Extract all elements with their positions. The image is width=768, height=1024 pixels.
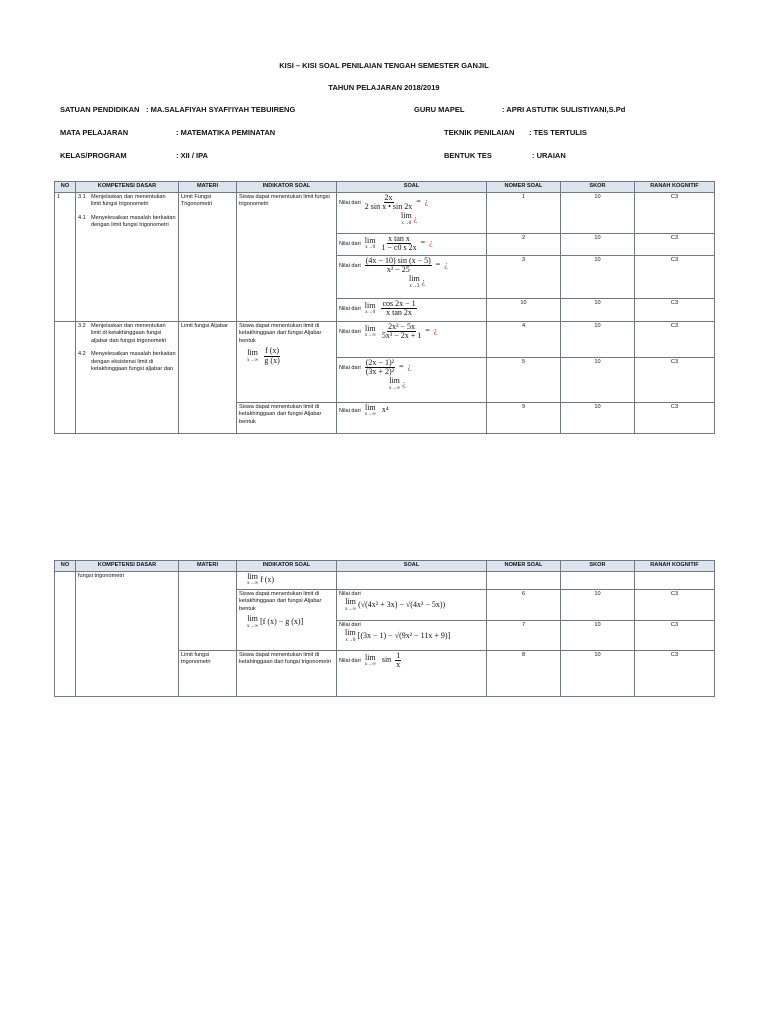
cell-kompetensi-cont: fungsi trigonometri — [76, 571, 179, 696]
kd-number: 4.1 — [78, 214, 86, 221]
cell-indikator: Siswa dapat menentukan limit di ketahinggaan dari fungsi trigonometri — [237, 650, 337, 696]
kd-number: 3.2 — [78, 322, 86, 329]
cell-indikator-2: Siswa dapat menentukan limit di ketakhinggaan dari fungsi Aljabar bentuk lim x→∞ $\frac{f (x)}{g (x)}$ — [237, 321, 337, 402]
limit-notation: lim x→0 — [364, 235, 376, 251]
header-ranah: RANAH KOGNITIF — [635, 182, 715, 193]
header-materi: MATERI — [179, 561, 237, 572]
teknik-label: TEKNIK PENILAIAN — [444, 128, 515, 137]
cell-ranah: C3 — [635, 589, 715, 620]
header-ranah: RANAH KOGNITIF — [635, 561, 715, 572]
table-row — [55, 321, 715, 357]
cell-nomer: 5 — [487, 357, 561, 402]
kd-number: 3.1 — [78, 193, 86, 200]
fraction: $\frac{\cos 2x - 1}{\text{x tan 2x}}$ — [382, 298, 416, 318]
kisi-table-2 — [54, 560, 715, 697]
nilai-label: Nilai dari — [339, 199, 361, 206]
header-nomer: NOMER SOAL — [487, 182, 561, 193]
limit-notation: lim x→∞ — [345, 597, 357, 612]
header-no: NO — [55, 182, 76, 193]
cell-materi-1: Limit Fungsi Trigonometri — [179, 192, 237, 321]
cell-no — [55, 321, 76, 433]
cell-no: 1 — [55, 192, 76, 321]
kd-text: Menyelesaikan masalah berkaitan dengan eksistensi limit di ketakhinggaan fungsi aljabar dan — [91, 351, 176, 373]
table-row — [55, 571, 715, 589]
cell-ranah: C3 — [635, 402, 715, 433]
header-no: NO — [55, 561, 76, 572]
cell-indikator-3: Siswa dapat menentukan limit di ketakhinggaan dari fungsi Aljabar bentuk — [237, 402, 337, 433]
kelas-value: : XII / IPA — [176, 151, 208, 160]
cell-soal: Nilai dari lim x→∞ $\frac{\text{2x² − 5x}}{\text{5x³ − 2x + 1}}$ = ¿ — [337, 321, 487, 357]
cell-nomer: 9 — [487, 402, 561, 433]
cell-soal: Nilai dari lim x→0 [(3x − 1) − √(9x² − 11x + 9)] — [337, 620, 487, 650]
cell-skor: 10 — [561, 233, 635, 255]
academic-year: TAHUN PELAJARAN 2018/2019 — [328, 83, 440, 92]
cell-ranah: C3 — [635, 650, 715, 696]
cell-soal: Nilai dari $\frac{\text{(2x − 1)²}}{\text{(3x + 2)²}}$ = ¿ lim x→∞ ¿ — [337, 357, 487, 402]
cell-skor: 10 — [561, 298, 635, 321]
cell-indikator: Siswa dapat menentukan limit di ketakhinggaan dari fungsi Aljabar bentuk lim x→∞ [f (x) − g (x)] — [237, 589, 337, 650]
kd-text: Menjelaskan dan menentukan limit fungsi trigonometri — [91, 193, 166, 208]
cell-ranah: C3 — [635, 233, 715, 255]
cell-nomer: 2 — [487, 233, 561, 255]
limit-notation: lim x→∞ — [247, 348, 259, 364]
limit-notation: lim x→∞ — [364, 652, 376, 668]
table-row — [55, 192, 715, 233]
kd-text: Menyelesaikan masalah berkaitan dengan limit fungsi trigonometri — [91, 214, 176, 229]
cell-kompetensi-1 — [76, 192, 179, 321]
cell-soal: Nilai dari lim x→∞ (√(4x² + 3x) − √(4x² − 5x)) — [337, 589, 487, 620]
table-header-row — [55, 561, 715, 572]
mapel-label: MATA PELAJARAN — [60, 128, 129, 137]
limit-notation: lim x→∞ — [389, 376, 401, 391]
cell-nomer: 6 — [487, 589, 561, 620]
cell-nomer: 10 — [487, 298, 561, 321]
cell-indikator: lim x→∞ f (x) — [237, 571, 337, 589]
cell-skor: 10 — [561, 620, 635, 650]
limit-notation: lim x→3 — [409, 274, 420, 289]
limit-notation: lim x→∞ — [247, 614, 259, 629]
mapel-value: : MATEMATIKA PEMINATAN — [176, 128, 276, 137]
kisi-table-1 — [54, 181, 715, 434]
guru-value: : APRI ASTUTIK SULISTIYANI,S.Pd — [502, 105, 626, 114]
cell-skor — [561, 571, 635, 589]
cell-skor: 10 — [561, 192, 635, 233]
cell-soal: Nilai dari lim x→0 $\frac{\text{x tan x}}{1 - c0 s 2x}$ = ¿ — [337, 233, 487, 255]
limit-notation: lim x→0 — [401, 211, 412, 226]
limit-notation: lim x→∞ — [247, 571, 259, 587]
cell-soal: Nilai dari $\frac{2x}{\text{2 sin x • sin 2x}}$ = ¿ lim x→0 ¿ — [337, 192, 487, 233]
limit-notation: lim x→∞ — [364, 402, 376, 418]
cell-skor: 10 — [561, 357, 635, 402]
cell-nomer — [487, 571, 561, 589]
cell-skor: 10 — [561, 650, 635, 696]
cell-nomer: 4 — [487, 321, 561, 357]
header-nomer: NOMER SOAL — [487, 561, 561, 572]
fraction: $\frac{\text{x tan x}}{1 - c0 s 2x}$ — [381, 233, 417, 253]
fraction: $\frac{f (x)}{g (x)}$ — [264, 346, 280, 365]
cell-ranah: C3 — [635, 321, 715, 357]
fraction: $\frac{(4x - 10) \sin (x - 5)}{\text{x² − 25}}$ — [365, 255, 431, 275]
limit-notation: lim x→0 — [364, 300, 376, 316]
fraction: $\frac{2x}{\text{2 sin x • sin 2x}}$ — [364, 192, 413, 212]
fraction: $\frac{\text{2x² − 5x}}{\text{5x³ − 2x + 1}}$ — [381, 321, 422, 341]
kd-number: 4.2 — [78, 351, 86, 358]
cell-materi: Limit fungsi trigonometri — [179, 650, 237, 696]
cell-nomer: 8 — [487, 650, 561, 696]
header-skor: SKOR — [561, 561, 635, 572]
header-soal: SOAL — [337, 182, 487, 193]
cell-skor: 10 — [561, 402, 635, 433]
cell-ranah: C3 — [635, 620, 715, 650]
cell-soal: Nilai dari lim x→0 $\frac{\cos 2x - 1}{\text{x tan 2x}}$ — [337, 298, 487, 321]
bentuk-value: : URAIAN — [532, 151, 566, 160]
satuan-value: : MA.SALAFIYAH SYAFI'IYAH TEBUIRENG — [146, 105, 296, 114]
limit-notation: lim x→0 — [345, 628, 356, 643]
cell-nomer: 1 — [487, 192, 561, 233]
cell-soal: Nilai dari lim x→∞ x⁴ — [337, 402, 487, 433]
cell-materi-2: Limit fungsi Aljabar — [179, 321, 237, 433]
cell-materi — [179, 571, 237, 650]
table-header-row — [55, 182, 715, 193]
cell-soal: Nilai dari $\frac{(4x - 10) \sin (x - 5)}{\text{x² − 25}}$ = ¿ lim x→3 ¿ — [337, 255, 487, 298]
cell-skor: 10 — [561, 255, 635, 298]
header-materi: MATERI — [179, 182, 237, 193]
bentuk-label: BENTUK TES — [444, 151, 492, 160]
cell-kompetensi-2 — [76, 321, 179, 433]
cell-ranah: C3 — [635, 298, 715, 321]
document-title: KISI – KISI SOAL PENILAIAN TENGAH SEMESTER GANJIL — [279, 61, 489, 70]
cell-skor: 10 — [561, 321, 635, 357]
kelas-label: KELAS/PROGRAM — [60, 151, 127, 160]
header-kompetensi: KOMPETENSI DASAR — [76, 561, 179, 572]
fraction: $\frac{\text{(2x − 1)²}}{\text{(3x + 2)²}}$ — [365, 357, 395, 377]
teknik-value: : TES TERTULIS — [529, 128, 587, 137]
kd-text: Menjelaskan dan menentukan limit di ketakhinggaan fungsi aljabar dan fungsi trigonometri — [91, 322, 167, 344]
cell-ranah: C3 — [635, 357, 715, 402]
fraction: $\frac{1}{x}$ — [396, 650, 401, 670]
cell-ranah: C3 — [635, 192, 715, 233]
header-indikator: INDIKATOR SOAL — [237, 561, 337, 572]
cell-no — [55, 571, 76, 696]
header-soal: SOAL — [337, 561, 487, 572]
cell-nomer: 7 — [487, 620, 561, 650]
cell-soal: Nilai dari lim x→∞ sin $\frac{1}{x}$ — [337, 650, 487, 696]
limit-notation: lim x→∞ — [364, 323, 376, 339]
guru-label: GURU MAPEL — [414, 105, 465, 114]
header-skor: SKOR — [561, 182, 635, 193]
cell-ranah — [635, 571, 715, 589]
header-indikator: INDIKATOR SOAL — [237, 182, 337, 193]
header-kompetensi: KOMPETENSI DASAR — [76, 182, 179, 193]
cell-nomer: 3 — [487, 255, 561, 298]
cell-soal — [337, 571, 487, 589]
satuan-label: SATUAN PENDIDIKAN — [60, 105, 140, 114]
cell-ranah: C3 — [635, 255, 715, 298]
cell-skor: 10 — [561, 589, 635, 620]
cell-indikator-1: Siswa dapat menentukan limit fungsi trigonometri — [237, 192, 337, 321]
